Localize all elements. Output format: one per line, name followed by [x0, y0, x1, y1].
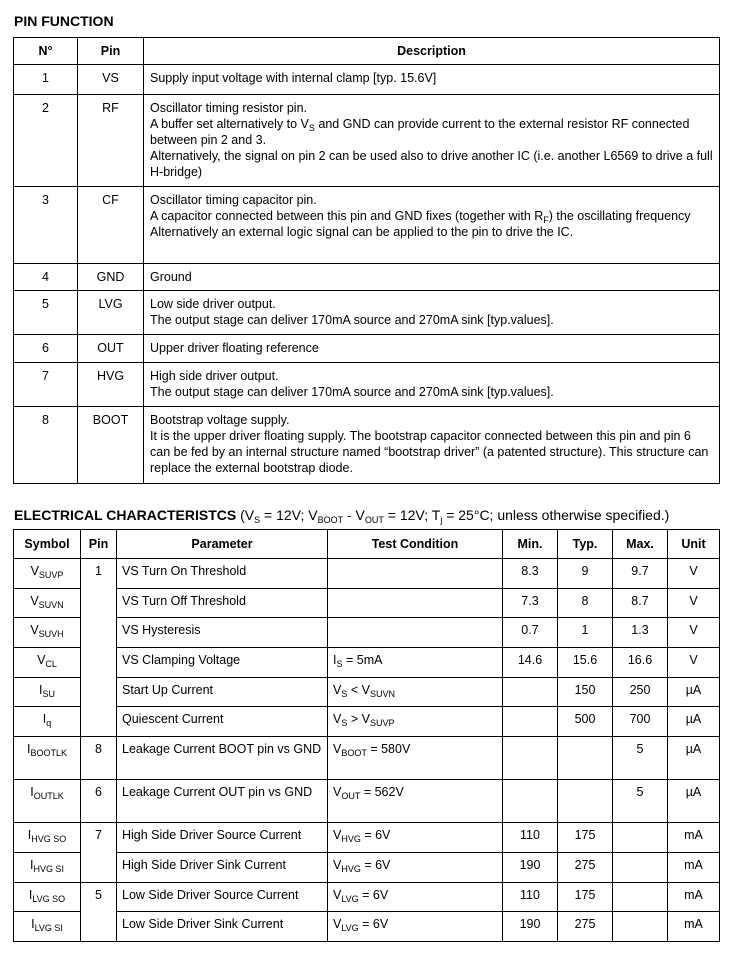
pin-name: VS	[78, 65, 144, 95]
pin-description	[144, 291, 720, 335]
text-segment: Oscillator timing resistor pin.	[150, 101, 307, 115]
text-segment: Supply input voltage with internal clamp [typ. 15.6V]	[150, 71, 437, 85]
subscript: S	[336, 659, 343, 670]
subscript: OUT	[341, 791, 361, 802]
header-number: N°	[14, 38, 78, 65]
text-segment: = 12V; V	[260, 507, 318, 523]
pin-function-table	[13, 37, 720, 484]
text-segment: I	[27, 828, 32, 843]
max-value	[613, 823, 668, 853]
header-parameter: Parameter	[117, 530, 328, 559]
symbol	[14, 823, 81, 853]
unit-value: mA	[668, 823, 720, 853]
description-line	[150, 70, 713, 86]
text-segment: = 6V	[360, 857, 391, 872]
max-value: 16.6	[613, 648, 668, 678]
parameter: Quiescent Current	[117, 707, 328, 737]
min-value: 110	[503, 823, 558, 853]
min-value: 190	[503, 852, 558, 882]
text-segment: V	[333, 682, 342, 697]
unit-value: V	[668, 648, 720, 678]
test-condition	[328, 882, 503, 912]
pin-name: GND	[78, 264, 144, 291]
parameter: Low Side Driver Sink Current	[117, 912, 328, 942]
text-segment: I	[42, 712, 47, 727]
pin-name: OUT	[78, 335, 144, 363]
text-segment: I	[30, 857, 34, 872]
max-value: 9.7	[613, 559, 668, 589]
description-line	[150, 100, 713, 116]
text-segment: I	[333, 653, 337, 668]
test-condition	[328, 780, 503, 823]
max-value: 8.7	[613, 588, 668, 618]
title-text: ELECTRICAL CHARACTERISTCS	[14, 507, 237, 523]
test-condition	[328, 912, 503, 942]
subscript: SUVH	[38, 629, 64, 640]
typ-value	[558, 780, 613, 823]
unit-value: mA	[668, 912, 720, 942]
header-symbol: Symbol	[14, 530, 81, 559]
text-segment: V	[333, 857, 342, 872]
text-segment: V	[333, 828, 342, 843]
symbol	[14, 882, 81, 912]
subscript: SUVP	[38, 570, 64, 580]
subscript: S	[341, 718, 348, 729]
electrical-characteristics-table	[13, 529, 720, 942]
text-segment: V	[333, 712, 342, 727]
pin-function-title: PIN FUNCTION	[14, 13, 114, 29]
description-line	[150, 296, 713, 312]
pin-description	[144, 95, 720, 187]
text-segment: Upper driver floating reference	[150, 341, 319, 355]
text-segment: (V	[236, 507, 255, 523]
title-condition	[236, 507, 669, 523]
pin-description	[144, 407, 720, 484]
max-value: 1.3	[613, 618, 668, 648]
subscript: SUVP	[369, 718, 395, 729]
electrical-characteristics-title	[14, 507, 669, 523]
subscript: LVG	[341, 923, 359, 934]
text-segment: High side driver output.	[150, 369, 279, 383]
symbol	[14, 677, 81, 707]
text-segment: and GND can provide current to the external resistor RF connected between pin 2 and 3.	[150, 117, 690, 147]
pin-name: CF	[78, 187, 144, 264]
table-row	[14, 737, 720, 780]
table-row	[14, 823, 720, 853]
subscript: OUTLK	[33, 791, 64, 802]
pin-number: 4	[14, 264, 78, 291]
parameter: Start Up Current	[117, 677, 328, 707]
subscript: F	[543, 215, 549, 225]
parameter: VS Clamping Voltage	[117, 648, 328, 678]
table-row	[14, 852, 720, 882]
header-max: Max.	[613, 530, 668, 559]
pin: 5	[81, 882, 117, 941]
typ-value: 15.6	[558, 648, 613, 678]
pin-description	[144, 65, 720, 95]
description-line	[150, 224, 713, 240]
table-row	[14, 363, 720, 407]
table-row	[14, 618, 720, 648]
min-value: 8.3	[503, 559, 558, 589]
table-row	[14, 648, 720, 678]
typ-value: 175	[558, 823, 613, 853]
subscript: OUT	[364, 515, 384, 525]
symbol	[14, 618, 81, 648]
test-condition	[328, 588, 503, 618]
pin: 7	[81, 823, 117, 882]
description-line	[150, 269, 713, 285]
table-row	[14, 707, 720, 737]
unit-value: mA	[668, 852, 720, 882]
unit-value: µA	[668, 677, 720, 707]
parameter: High Side Driver Sink Current	[117, 852, 328, 882]
subscript: LVG SO	[32, 893, 66, 904]
parameter: Leakage Current OUT pin vs GND	[117, 780, 328, 823]
test-condition	[328, 648, 503, 678]
subscript: HVG SO	[31, 834, 67, 845]
pin-number: 5	[14, 291, 78, 335]
pin: 1	[81, 559, 117, 737]
description-line	[150, 148, 713, 180]
pin-description	[144, 335, 720, 363]
min-value: 14.6	[503, 648, 558, 678]
text-segment: - V	[343, 507, 365, 523]
table-row	[14, 780, 720, 823]
header-min: Min.	[503, 530, 558, 559]
description-line	[150, 116, 713, 148]
text-segment: Oscillator timing capacitor pin.	[150, 193, 317, 207]
test-condition	[328, 707, 503, 737]
unit-value: V	[668, 588, 720, 618]
text-segment: The output stage can deliver 170mA source and 270mA sink [typ.values].	[150, 385, 554, 399]
parameter: High Side Driver Source Current	[117, 823, 328, 853]
table-row	[14, 264, 720, 291]
symbol	[14, 737, 81, 780]
text-segment: > V	[347, 712, 370, 727]
text-segment: The output stage can deliver 170mA source and 270mA sink [typ.values].	[150, 313, 554, 327]
min-value	[503, 737, 558, 780]
min-value: 0.7	[503, 618, 558, 648]
text-segment: Ground	[150, 270, 192, 284]
pin-number: 1	[14, 65, 78, 95]
text-segment: A buffer set alternatively to V	[150, 117, 309, 131]
text-segment: V	[333, 742, 342, 757]
description-line	[150, 192, 713, 208]
subscript: LVG SI	[34, 923, 63, 934]
table-row	[14, 882, 720, 912]
text-segment: V	[333, 887, 342, 902]
header-unit: Unit	[668, 530, 720, 559]
unit-value: V	[668, 559, 720, 589]
text-segment: Low side driver output.	[150, 297, 276, 311]
table-row	[14, 335, 720, 363]
subscript: HVG	[341, 834, 361, 845]
table-row	[14, 588, 720, 618]
subscript: BOOT	[341, 748, 367, 759]
subscript: S	[341, 688, 348, 699]
table-row	[14, 187, 720, 264]
min-value: 7.3	[503, 588, 558, 618]
description-line	[150, 428, 713, 476]
header-test-condition: Test Condition	[328, 530, 503, 559]
subscript: HVG	[341, 863, 361, 874]
text-segment: V	[333, 917, 342, 932]
text-segment: = 12V; T	[383, 507, 441, 523]
text-segment: I	[39, 682, 43, 697]
symbol	[14, 588, 81, 618]
min-value: 110	[503, 882, 558, 912]
header-description: Description	[144, 38, 720, 65]
description-line	[150, 340, 713, 356]
subscript: BOOT	[317, 515, 344, 525]
test-condition	[328, 618, 503, 648]
parameter: VS Turn On Threshold	[117, 559, 328, 589]
subscript: q	[46, 718, 52, 729]
text-segment: = 580V	[366, 742, 411, 757]
max-value: 5	[613, 737, 668, 780]
text-segment: = 5mA	[342, 653, 383, 668]
pin: 8	[81, 737, 117, 780]
test-condition	[328, 737, 503, 780]
typ-value: 1	[558, 618, 613, 648]
subscript: CL	[45, 659, 57, 670]
typ-value: 9	[558, 559, 613, 589]
pin-number: 3	[14, 187, 78, 264]
pin-name: RF	[78, 95, 144, 187]
text-segment: It is the upper driver floating supply. The bootstrap capacitor connected between this pin and pin 6 can be fed by an internal structure named “bootstrap driver” (a patented structure). This structure can replace the external bootstrap diode.	[150, 429, 709, 475]
test-condition	[328, 559, 503, 589]
description-line	[150, 412, 713, 428]
pin-number: 6	[14, 335, 78, 363]
table-row	[14, 95, 720, 187]
max-value: 250	[613, 677, 668, 707]
subscript: LVG	[341, 893, 359, 904]
text-segment: I	[27, 742, 31, 757]
parameter: VS Hysteresis	[117, 618, 328, 648]
text-segment: V	[30, 564, 39, 578]
typ-value: 175	[558, 882, 613, 912]
text-segment: ) the oscillating frequency	[548, 209, 691, 223]
pin: 6	[81, 780, 117, 823]
typ-value: 500	[558, 707, 613, 737]
text-segment: = 6V	[360, 828, 391, 843]
min-value: 190	[503, 912, 558, 942]
table-row	[14, 407, 720, 484]
typ-value: 275	[558, 912, 613, 942]
description-line	[150, 312, 713, 328]
unit-value: µA	[668, 780, 720, 823]
min-value	[503, 780, 558, 823]
text-segment: Bootstrap voltage supply.	[150, 413, 290, 427]
typ-value: 275	[558, 852, 613, 882]
unit-value: µA	[668, 707, 720, 737]
max-value	[613, 912, 668, 942]
table-row	[14, 677, 720, 707]
subscript: SUVN	[38, 599, 64, 610]
parameter: VS Turn Off Threshold	[117, 588, 328, 618]
subscript: SU	[42, 688, 55, 699]
text-segment: V	[37, 653, 46, 668]
text-segment: = 6V	[358, 917, 389, 932]
text-segment: I	[30, 785, 34, 800]
pin-description	[144, 264, 720, 291]
table-row	[14, 559, 720, 589]
text-segment: V	[30, 593, 39, 608]
text-segment: = 562V	[360, 785, 404, 800]
max-value: 5	[613, 780, 668, 823]
subscript: S	[254, 515, 261, 525]
text-segment: Alternatively, the signal on pin 2 can be used also to drive another IC (i.e. another L6569 to drive a full H-bridge)	[150, 149, 713, 179]
unit-value: mA	[668, 882, 720, 912]
table-row	[14, 65, 720, 95]
header-pin: Pin	[81, 530, 117, 559]
text-segment: V	[333, 785, 342, 800]
text-segment: V	[30, 623, 39, 638]
max-value	[613, 852, 668, 882]
table-row	[14, 291, 720, 335]
subscript: S	[308, 123, 315, 133]
symbol	[14, 852, 81, 882]
symbol	[14, 912, 81, 942]
subscript: BOOTLK	[30, 748, 67, 759]
description-line	[150, 368, 713, 384]
text-segment: I	[31, 917, 35, 932]
symbol	[14, 648, 81, 678]
parameter: Low Side Driver Source Current	[117, 882, 328, 912]
header-typ: Typ.	[558, 530, 613, 559]
unit-value: µA	[668, 737, 720, 780]
subscript: SUVN	[369, 688, 395, 699]
test-condition	[328, 823, 503, 853]
header-pin: Pin	[78, 38, 144, 65]
table-row	[14, 912, 720, 942]
test-condition	[328, 852, 503, 882]
pin-number: 7	[14, 363, 78, 407]
description-line	[150, 208, 713, 224]
min-value	[503, 677, 558, 707]
symbol	[14, 780, 81, 823]
text-segment: = 25°C; unless otherwise specified.)	[442, 507, 670, 523]
pin-number: 2	[14, 95, 78, 187]
symbol	[14, 559, 81, 589]
subscript: j	[440, 515, 443, 525]
typ-value: 8	[558, 588, 613, 618]
typ-value	[558, 737, 613, 780]
pin-name: HVG	[78, 363, 144, 407]
min-value	[503, 707, 558, 737]
text-segment: = 6V	[358, 887, 389, 902]
subscript: HVG SI	[33, 863, 64, 874]
pin-description	[144, 187, 720, 264]
symbol	[14, 707, 81, 737]
test-condition	[328, 677, 503, 707]
parameter: Leakage Current BOOT pin vs GND	[117, 737, 328, 780]
max-value	[613, 882, 668, 912]
text-segment: I	[28, 887, 33, 902]
pin-number: 8	[14, 407, 78, 484]
text-segment: Alternatively an external logic signal can be applied to the pin to drive the IC.	[150, 225, 574, 239]
pin-name: BOOT	[78, 407, 144, 484]
text-segment: < V	[347, 682, 370, 697]
max-value: 700	[613, 707, 668, 737]
description-line	[150, 384, 713, 400]
pin-description	[144, 363, 720, 407]
text-segment: A capacitor connected between this pin and GND fixes (together with R	[150, 209, 544, 223]
typ-value: 150	[558, 677, 613, 707]
pin-name: LVG	[78, 291, 144, 335]
unit-value: V	[668, 618, 720, 648]
